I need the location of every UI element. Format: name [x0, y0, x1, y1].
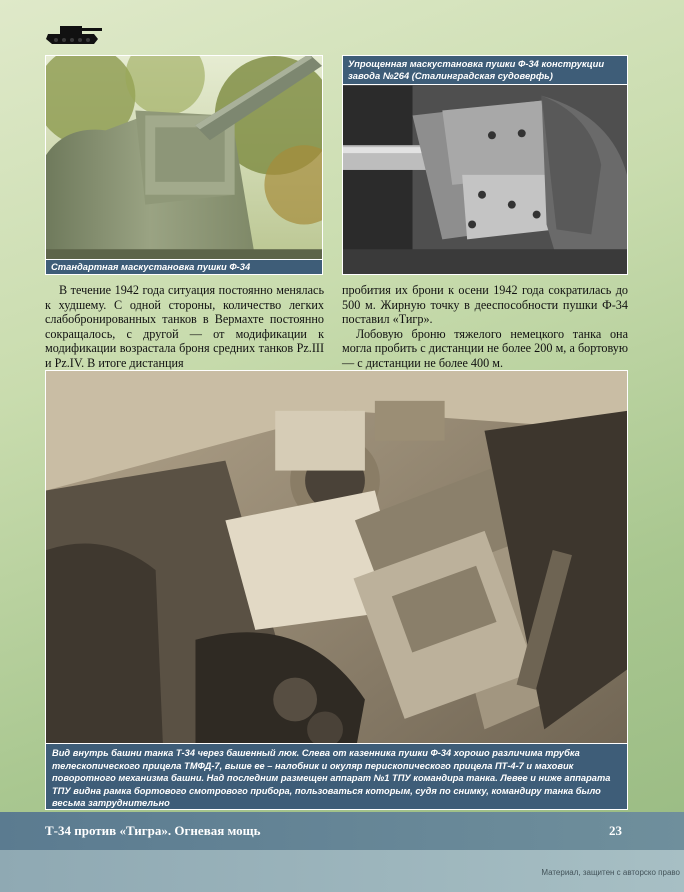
page-number: 23 — [609, 823, 622, 838]
photo-simplified-mantlet — [342, 55, 628, 275]
text-paragraph: пробития их брони к осени 1942 года сократилась до 500 м. Жирную точку в дееспособности пушки Ф-34 поставил «Тигр». — [342, 283, 628, 327]
photo-standard-mantlet — [45, 55, 323, 275]
tank-silhouette-icon — [44, 20, 102, 46]
page-footer — [0, 812, 684, 850]
text-column-right — [342, 283, 628, 371]
photo3-caption: Вид внутрь башни танка Т-34 через башенный люк. Слева от казенника пушки Ф-34 хорошо различима трубка телескопического прицела ТМФД-7, выше ее – налобник и окуляр перископического прицела ПТ-4-7 и маховик поворотного механизма башни. Над последним размещен аппарат №1 ТПУ командира танка. Левее и ниже аппарата ТПУ видна рамка бортового смотрового прибора, пользоваться которым, судя по снимку, командиру танка было весьма затруднительно — [45, 743, 628, 810]
footer-title: Т-34 против «Тигра». Огневая мощь — [45, 823, 261, 838]
copyright-notice: Материал, защитен с авторско право — [541, 868, 680, 877]
text-column-left: В течение 1942 года ситуация постоянно менялась к худшему. С одной стороны, количество легких слабобронированных танков в Вермахте постоянно сокращалось, с другой — от модификации к модификации возрастала броня средних танков Pz.III и Pz.IV. В итоге дистанция — [45, 283, 324, 370]
photo2-caption: Упрощенная маскустановка пушки Ф-34 конструкции завода №264 (Сталинградская судоверфь) — [342, 55, 628, 85]
photo1-caption: Стандартная маскустановка пушки Ф-34 — [45, 259, 323, 275]
text-paragraph: Лобовую броню тяжелого немецкого танка она могла пробить с дистанции не более 200 м, а бортовую — с дистанции не более 400 м. — [342, 326, 628, 370]
